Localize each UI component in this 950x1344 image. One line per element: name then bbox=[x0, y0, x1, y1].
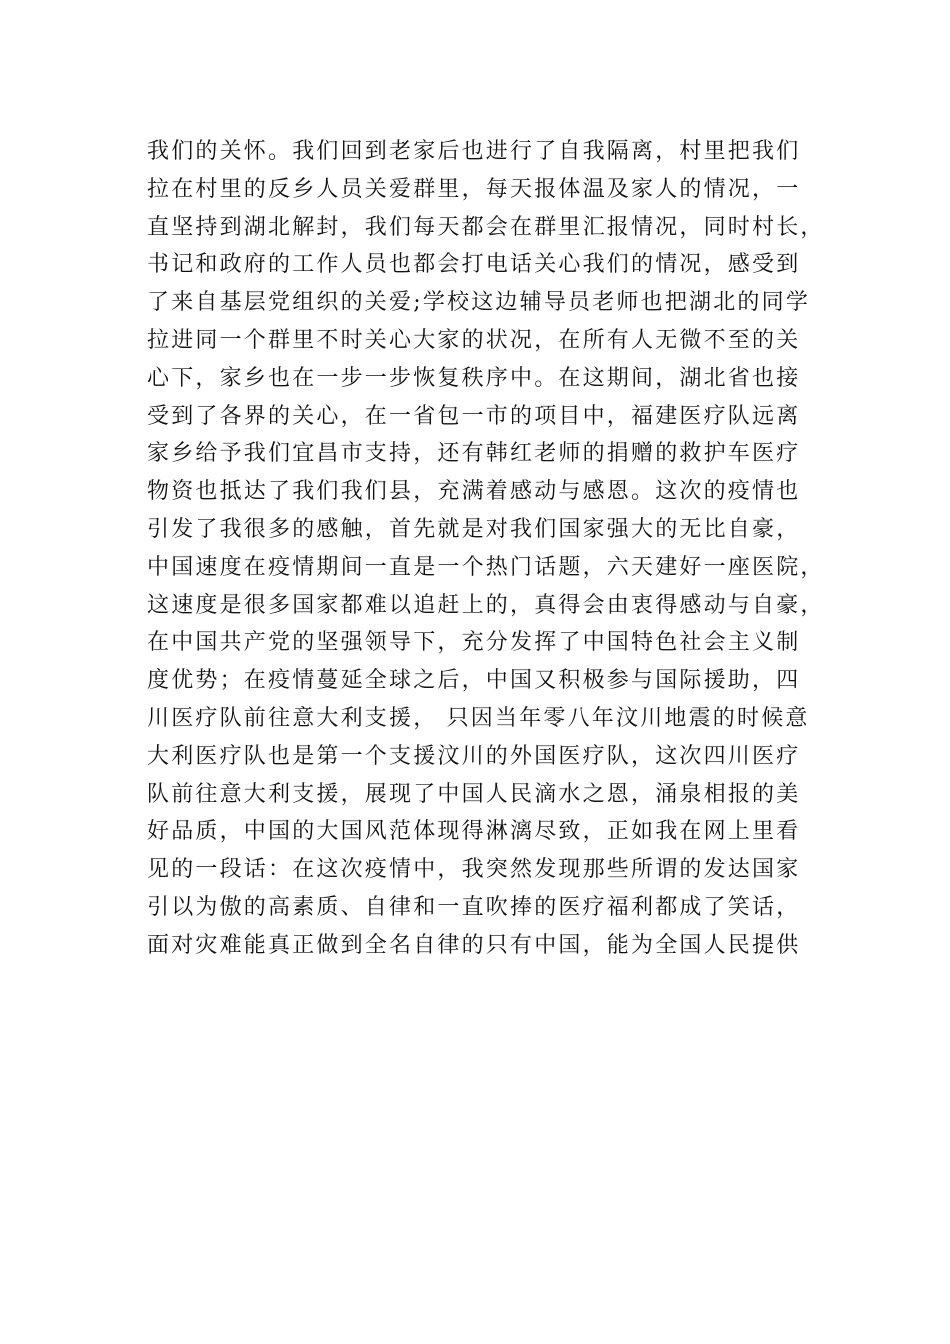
text-line: 拉进同一个群里不时关心大家的状况，在所有人无微不至的关 bbox=[147, 327, 801, 353]
text-line: 度优势；在疫情蔓延全球之后，中国又积极参与国际援助，四 bbox=[147, 668, 801, 694]
text-line: 我们的关怀。我们回到老家后也进行了自我隔离，村里把我们 bbox=[147, 139, 801, 164]
body-text bbox=[147, 133, 837, 965]
text-line: 川医疗队前往意大利支援， 只因当年零八年汶川地震的时候意 bbox=[147, 705, 810, 731]
text-line: 面对灾难能真正做到全名自律的只有中国，能为全国人民提供 bbox=[147, 932, 801, 958]
text-line: 受到了各界的关心，在一省包一市的项目中，福建医疗队远离 bbox=[147, 403, 801, 429]
text-line: 家乡给予我们宜昌市支持，还有韩红老师的捐赠的救护车医疗 bbox=[147, 441, 801, 467]
text-line: 引以为傲的高素质、自律和一直吹捧的医疗福利都成了笑话， bbox=[147, 894, 801, 920]
text-line: 物资也抵达了我们我们县，充满着感动与感恩。这次的疫情也 bbox=[147, 479, 801, 505]
text-line: 在中国共产党的坚强领导下，充分发挥了中国特色社会主义制 bbox=[147, 630, 801, 656]
text-line: 直坚持到湖北解封，我们每天都会在群里汇报情况，同时村长， bbox=[147, 214, 825, 240]
text-line: 书记和政府的工作人员也都会打电话关心我们的情况，感受到 bbox=[147, 252, 801, 278]
text-line: 了来自基层党组织的关爱;学校这边辅导员老师也把湖北的同学 bbox=[147, 290, 811, 316]
text-line: 这速度是很多国家都难以追赶上的，真得会由衷得感动与自豪， bbox=[147, 592, 825, 618]
text-line: 见的一段话：在这次疫情中，我突然发现那些所谓的发达国家 bbox=[147, 857, 801, 883]
text-line: 引发了我很多的感触，首先就是对我们国家强大的无比自豪， bbox=[147, 516, 801, 542]
text-line: 中国速度在疫情期间一直是一个热门话题，六天建好一座医院， bbox=[147, 554, 825, 580]
text-line: 好品质，中国的大国风范体现得淋漓尽致，正如我在网上里看 bbox=[147, 819, 801, 845]
text-line: 心下，家乡也在一步一步恢复秩序中。在这期间，湖北省也接 bbox=[147, 365, 801, 391]
text-line: 队前往意大利支援，展现了中国人民滴水之恩，涌泉相报的美 bbox=[147, 781, 801, 807]
text-line: 拉在村里的反乡人员关爱群里，每天报体温及家人的情况，一 bbox=[147, 176, 801, 202]
text-line: 大利医疗队也是第一个支援汶川的外国医疗队，这次四川医疗 bbox=[147, 743, 801, 769]
